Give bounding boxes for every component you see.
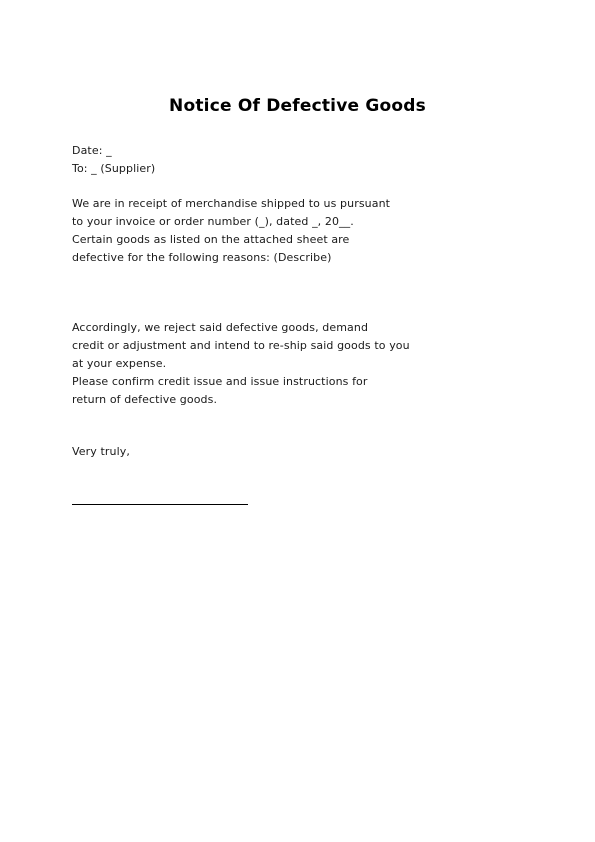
- body-line: We are in receipt of merchandise shipped to us pursuant: [72, 197, 391, 210]
- body-line: Please confirm credit issue and issue instructions for: [72, 375, 368, 388]
- signature-line: [72, 504, 248, 505]
- date-line: Date: _: [72, 144, 112, 157]
- body-line: Accordingly, we reject said defective goods, demand: [72, 321, 369, 334]
- closing-line: Very truly,: [72, 445, 130, 458]
- body-line: return of defective goods.: [72, 393, 218, 406]
- recipient-line: To: _ (Supplier): [72, 162, 156, 175]
- body-line: to your invoice or order number (_), dated _, 20__.: [72, 215, 354, 228]
- body-line: Certain goods as listed on the attached sheet are: [72, 233, 350, 246]
- body-line: defective for the following reasons: (Describe): [72, 251, 332, 264]
- document-title: Notice Of Defective Goods: [169, 96, 426, 116]
- body-line: at your expense.: [72, 357, 167, 370]
- body-line: credit or adjustment and intend to re-ship said goods to you: [72, 339, 410, 352]
